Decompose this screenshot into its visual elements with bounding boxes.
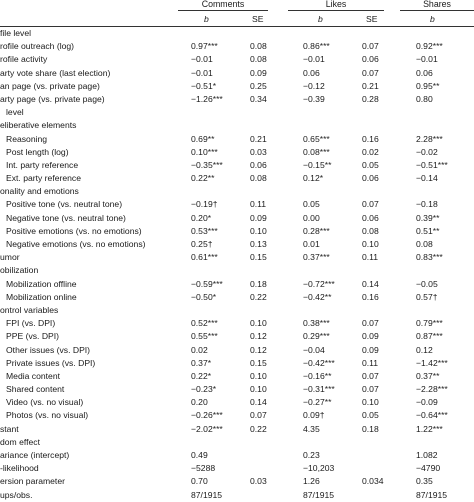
table-row <box>0 53 474 66</box>
coef-cell: −4790 <box>416 463 441 474</box>
coef-cell: −10,203 <box>303 463 335 474</box>
se-cell: 0.07 <box>362 41 379 52</box>
row-label: Negative emotions (vs. no emotions) <box>6 239 146 249</box>
se-cell: 0.09 <box>250 67 267 78</box>
coef-cell: −0.51*** <box>416 159 448 170</box>
se-cell: 0.08 <box>362 225 379 236</box>
coef-cell: −0.27** <box>303 397 332 408</box>
se-cell: 0.21 <box>362 80 379 91</box>
table-row <box>0 304 474 317</box>
coef-cell: 1.22*** <box>416 423 443 434</box>
table-row <box>0 27 474 40</box>
coef-cell: −0.19† <box>191 199 218 210</box>
se-cell: 0.08 <box>250 173 267 184</box>
se-cell: 0.22 <box>250 423 267 434</box>
table-row <box>0 146 474 159</box>
table-row <box>0 251 474 264</box>
se-cell: 0.07 <box>362 370 379 381</box>
coef-cell: −0.16** <box>303 370 332 381</box>
row-label: Photos (vs. no visual) <box>6 410 89 421</box>
table-row <box>0 198 474 211</box>
se-cell: 0.22 <box>250 291 267 302</box>
row-label: Mobilization online <box>6 291 77 302</box>
coef-cell: 0.97*** <box>191 41 218 52</box>
coef-cell: −0.51* <box>191 80 217 91</box>
table-row <box>0 383 474 396</box>
coef-cell: 2.28*** <box>416 133 443 144</box>
row-label: Negative tone (vs. neutral tone) <box>6 212 126 223</box>
coef-cell: −0.01 <box>303 54 325 65</box>
se-cell: 0.05 <box>362 159 379 170</box>
row-label: ontrol variables <box>0 304 59 315</box>
se-cell: 0.07 <box>362 384 379 395</box>
coef-cell: −0.59*** <box>191 278 223 289</box>
coef-cell: 0.57† <box>416 291 438 302</box>
table-row <box>0 475 474 488</box>
group-header-label: Comments <box>201 0 245 9</box>
se-cell: 0.28 <box>362 93 379 104</box>
table-row <box>0 93 474 106</box>
coef-cell: 0.25† <box>191 239 213 249</box>
coef-cell: −0.14 <box>416 173 438 184</box>
row-label: Int. party reference <box>6 159 79 170</box>
table-row <box>0 291 474 304</box>
coef-cell: 0.70 <box>191 476 208 487</box>
row-label: rofile outreach (log) <box>0 41 75 52</box>
table-body <box>0 27 474 502</box>
table-row <box>0 317 474 330</box>
se-cell: 0.14 <box>362 278 379 289</box>
col-header-b-comments: b <box>204 14 209 24</box>
se-cell: 0.12 <box>250 344 267 355</box>
coef-cell: −0.26*** <box>191 410 223 421</box>
row-label: level <box>6 107 24 118</box>
row-label: ariance (intercept) <box>0 450 70 460</box>
table-row <box>0 357 474 370</box>
se-cell: 0.10 <box>250 225 267 236</box>
coef-cell: 0.09† <box>303 410 325 421</box>
coef-cell: 0.51** <box>416 225 440 236</box>
row-label: Post length (log) <box>6 146 69 157</box>
col-header-se-comments: SE <box>252 14 264 24</box>
table-row <box>0 40 474 53</box>
coef-cell: −0.18 <box>416 199 438 210</box>
se-cell: 0.10 <box>250 370 267 381</box>
coef-cell: −0.23* <box>191 384 217 395</box>
coef-cell: −5288 <box>191 463 216 474</box>
coef-cell: 0.12* <box>303 173 324 184</box>
se-cell: 0.34 <box>250 93 267 104</box>
coef-cell: 0.35 <box>416 476 433 487</box>
se-cell: 0.08 <box>250 54 267 65</box>
group-header-row <box>0 0 474 12</box>
table-row <box>0 278 474 291</box>
row-label: Reasoning <box>6 133 48 144</box>
row-label: Other issues (vs. DPI) <box>6 344 91 355</box>
coef-cell: 0.80 <box>416 93 433 104</box>
row-label: Shared content <box>6 384 65 395</box>
row-label: dom effect <box>0 436 40 447</box>
coef-cell: 0.37*** <box>303 252 330 263</box>
coef-cell: 0.37** <box>416 370 440 381</box>
se-cell: 0.03 <box>250 146 267 157</box>
coef-cell: −0.01 <box>416 54 438 65</box>
coef-cell: −0.35*** <box>191 159 223 170</box>
coef-cell: 1.26 <box>303 476 320 487</box>
coef-cell: −0.50* <box>191 291 217 302</box>
coef-cell: −0.31*** <box>303 384 335 395</box>
coef-cell: 0.29*** <box>303 331 330 342</box>
coef-cell: 0.22** <box>191 173 215 184</box>
coef-cell: 0.20 <box>191 397 208 408</box>
coef-cell: −0.42*** <box>303 357 335 368</box>
coef-cell: −0.72*** <box>303 278 335 289</box>
coef-cell: −1.42*** <box>416 357 448 368</box>
se-cell: 0.21 <box>250 133 267 144</box>
coef-cell: −0.01 <box>191 54 213 65</box>
group-header-likes <box>288 0 384 9</box>
coef-cell: −2.28*** <box>416 384 448 395</box>
table-row <box>0 119 474 132</box>
se-cell: 0.06 <box>362 173 379 184</box>
se-cell: 0.08 <box>250 41 267 52</box>
se-cell: 0.02 <box>362 146 379 157</box>
table-row <box>0 396 474 409</box>
se-cell: 0.07 <box>250 410 267 421</box>
se-cell: 0.16 <box>362 133 379 144</box>
coef-cell: 0.37* <box>191 357 212 368</box>
row-label: FPI (vs. DPI) <box>6 318 56 329</box>
se-cell: 0.14 <box>250 397 267 408</box>
coef-cell: 0.06 <box>303 67 320 78</box>
row-label: Media content <box>6 370 60 381</box>
coef-cell: 0.53*** <box>191 225 218 236</box>
se-cell: 0.10 <box>250 318 267 329</box>
row-label: onality and emotions <box>0 186 79 197</box>
coef-cell: 0.08 <box>416 239 433 249</box>
column-header-row <box>0 12 474 27</box>
row-label: eliberative elements <box>0 120 77 131</box>
coef-cell: 0.06 <box>416 67 433 78</box>
row-label: umor <box>0 252 20 263</box>
col-header-b-shares: b <box>430 14 435 24</box>
coef-cell: 0.65*** <box>303 133 330 144</box>
coef-cell: 0.20* <box>191 212 212 223</box>
coef-cell: 0.28*** <box>303 225 330 236</box>
coef-cell: 0.00 <box>303 212 320 223</box>
se-cell: 0.13 <box>250 239 267 249</box>
row-label: arty page (vs. private page) <box>0 93 105 104</box>
table-row <box>0 436 474 449</box>
table-row <box>0 106 474 119</box>
coef-cell: 87/1915 <box>303 489 335 500</box>
coef-cell: −0.15** <box>303 159 332 170</box>
coef-cell: 4.35 <box>303 423 320 434</box>
table-row <box>0 80 474 93</box>
coef-cell: −2.02*** <box>191 423 223 434</box>
table-row <box>0 238 474 251</box>
coef-cell: 0.87*** <box>416 331 443 342</box>
table-row <box>0 212 474 225</box>
se-cell: 0.03 <box>250 476 267 487</box>
se-cell: 0.10 <box>250 384 267 395</box>
coef-cell: 0.92*** <box>416 41 443 52</box>
se-cell: 0.07 <box>362 318 379 329</box>
coef-cell: 0.08*** <box>303 146 330 157</box>
table-row <box>0 449 474 462</box>
table-row <box>0 489 474 502</box>
coef-cell: 1.082 <box>416 450 438 460</box>
coef-cell: 0.10*** <box>191 146 218 157</box>
coef-cell: 0.61*** <box>191 252 218 263</box>
se-cell: 0.15 <box>250 357 267 368</box>
se-cell: 0.034 <box>362 476 384 487</box>
se-cell: 0.16 <box>362 291 379 302</box>
group-header-label: Shares <box>423 0 451 9</box>
se-cell: 0.11 <box>362 357 379 368</box>
coef-cell: −0.12 <box>303 80 325 91</box>
row-label: Private issues (vs. DPI) <box>6 357 96 368</box>
se-cell: 0.11 <box>250 199 267 210</box>
group-header-label: Likes <box>325 0 347 9</box>
coef-cell: 0.02 <box>191 344 208 355</box>
coef-cell: −0.64*** <box>416 410 448 421</box>
coef-cell: −0.42** <box>303 291 332 302</box>
se-cell: 0.18 <box>362 423 379 434</box>
coef-cell: −0.09 <box>416 397 438 408</box>
table-row <box>0 409 474 422</box>
coef-cell: −1.26*** <box>191 93 223 104</box>
se-cell: 0.09 <box>362 331 379 342</box>
coef-cell: 0.22* <box>191 370 212 381</box>
coef-cell: −0.02 <box>416 146 438 157</box>
row-label: rofile activity <box>0 54 48 65</box>
table-row <box>0 344 474 357</box>
row-label: PPE (vs. DPI) <box>6 331 60 342</box>
coef-cell: 0.12 <box>416 344 433 355</box>
table-row <box>0 462 474 475</box>
se-cell: 0.25 <box>250 80 267 91</box>
row-label: Mobilization offline <box>6 278 77 289</box>
coef-cell: −0.05 <box>416 278 438 289</box>
coef-cell: 0.01 <box>303 239 320 249</box>
table-row <box>0 67 474 80</box>
se-cell: 0.15 <box>250 252 267 263</box>
table-row <box>0 370 474 383</box>
coef-cell: −0.39 <box>303 93 325 104</box>
row-label: an page (vs. private page) <box>0 80 100 91</box>
se-cell: 0.07 <box>362 199 379 210</box>
se-cell: 0.09 <box>250 212 267 223</box>
se-cell: 0.10 <box>362 397 379 408</box>
row-label: Positive tone (vs. neutral tone) <box>6 199 123 210</box>
coef-cell: 0.05 <box>303 199 320 210</box>
row-label: -likelihood <box>0 463 39 474</box>
coef-cell: 0.95** <box>416 80 440 91</box>
coef-cell: 0.23 <box>303 450 320 460</box>
se-cell: 0.05 <box>362 410 379 421</box>
coef-cell: 0.79*** <box>416 318 443 329</box>
se-cell: 0.12 <box>250 331 267 342</box>
table-row <box>0 172 474 185</box>
row-label: file level <box>0 28 32 38</box>
se-cell: 0.18 <box>250 278 267 289</box>
coef-cell: 0.83*** <box>416 252 443 263</box>
table-row <box>0 185 474 198</box>
se-cell: 0.06 <box>362 212 379 223</box>
row-label: obilization <box>0 265 39 276</box>
se-cell: 0.09 <box>362 344 379 355</box>
table-row <box>0 330 474 343</box>
row-label: arty vote share (last election) <box>0 67 111 78</box>
coef-cell: 0.39** <box>416 212 440 223</box>
col-header-b-likes: b <box>318 14 323 24</box>
coef-cell: 0.52*** <box>191 318 218 329</box>
se-cell: 0.06 <box>362 54 379 65</box>
se-cell: 0.10 <box>362 239 379 249</box>
coef-cell: 0.55*** <box>191 331 218 342</box>
row-label: stant <box>0 423 19 434</box>
table-row <box>0 264 474 277</box>
col-header-se-likes: SE <box>366 14 378 24</box>
coef-cell: 0.69** <box>191 133 215 144</box>
table-row <box>0 423 474 436</box>
row-label: Ext. party reference <box>6 173 81 184</box>
row-label: ups/obs. <box>0 489 33 500</box>
se-cell: 0.11 <box>362 252 379 263</box>
table-row <box>0 159 474 172</box>
coef-cell: −0.01 <box>191 67 213 78</box>
se-cell: 0.07 <box>362 67 379 78</box>
coef-cell: 0.49 <box>191 450 208 460</box>
row-label: ersion parameter <box>0 476 65 487</box>
coef-cell: −0.04 <box>303 344 325 355</box>
group-header-shares <box>400 0 474 9</box>
coef-cell: 87/1915 <box>191 489 223 500</box>
row-label: Positive emotions (vs. no emotions) <box>6 225 142 236</box>
group-header-comments <box>178 0 268 9</box>
table-row <box>0 133 474 146</box>
table-row <box>0 225 474 238</box>
se-cell: 0.06 <box>250 159 267 170</box>
coef-cell: 0.86*** <box>303 41 330 52</box>
coef-cell: 0.38*** <box>303 318 330 329</box>
coef-cell: 87/1915 <box>416 489 448 500</box>
row-label: Video (vs. no visual) <box>6 397 84 408</box>
